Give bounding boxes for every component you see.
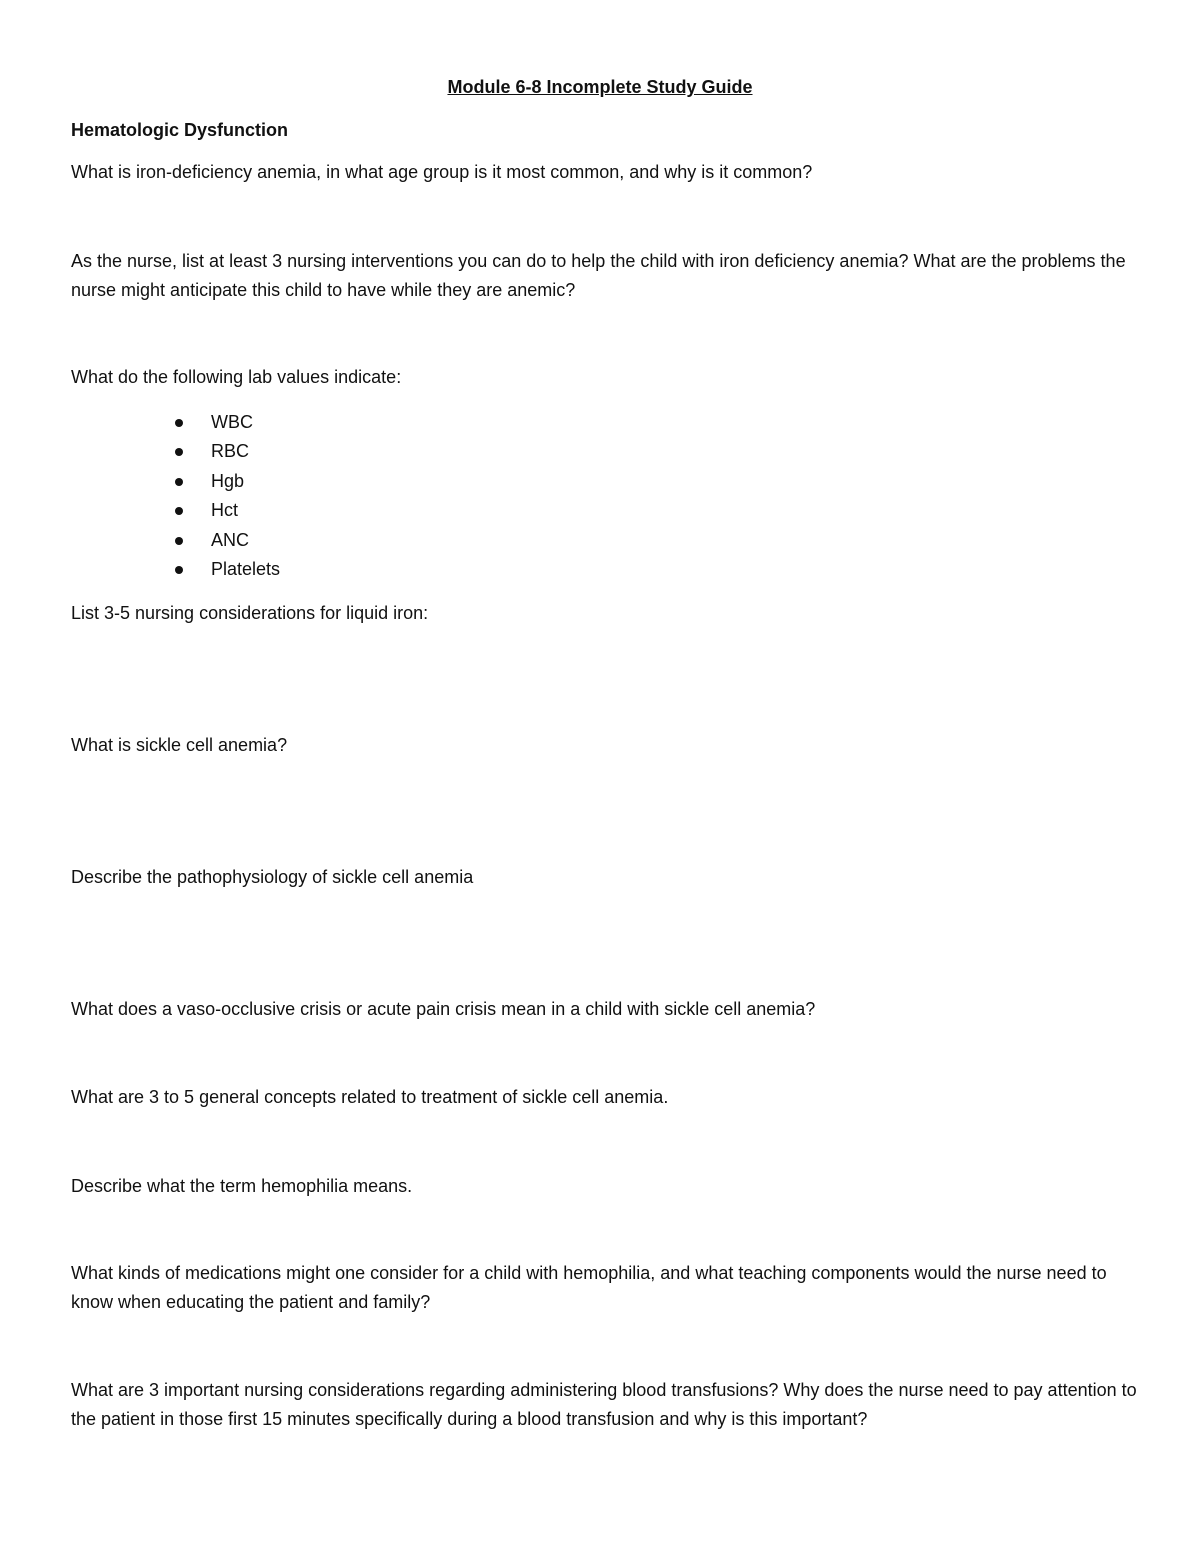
- lab-value-label: Hct: [211, 500, 238, 521]
- lab-values-list: [170, 408, 280, 584]
- list-item: [170, 408, 280, 437]
- document-title: Module 6-8 Incomplete Study Guide: [447, 77, 753, 97]
- bullet-icon: [175, 566, 183, 574]
- list-item: [170, 496, 280, 525]
- question-nursing-interventions: As the nurse, list at least 3 nursing interventions you can do to help the child with iron deficiency anemia? What are the problems the nurse might anticipate this child to have while they are anemic?: [71, 251, 1126, 300]
- bullet-icon: [175, 537, 183, 545]
- question-liquid-iron: List 3-5 nursing considerations for liquid iron:: [71, 603, 429, 623]
- bullet-icon: [175, 507, 183, 515]
- question-blood-transfusions: What are 3 important nursing considerations regarding administering blood transfusions? Why does the nurse need to pay attention to the patient in those first 15 minutes specifically during a blood transfusion and why is this important?: [71, 1380, 1137, 1429]
- bullet-icon: [175, 419, 183, 427]
- list-item: [170, 467, 280, 496]
- bullet-icon: [175, 478, 183, 486]
- lab-value-label: RBC: [211, 441, 250, 462]
- lab-value-label: WBC: [211, 412, 253, 432]
- lab-value-label: Hgb: [211, 470, 245, 491]
- question-sickle-cell-treatment: What are 3 to 5 general concepts related to treatment of sickle cell anemia.: [71, 1087, 669, 1107]
- bullet-icon: [175, 448, 183, 456]
- lab-value-label: ANC: [211, 529, 250, 550]
- list-item: [170, 555, 280, 584]
- question-vaso-occlusive-crisis: What does a vaso-occlusive crisis or acute pain crisis mean in a child with sickle cell anemia?: [71, 999, 816, 1019]
- question-iron-deficiency: What is iron-deficiency anemia, in what age group is it most common, and why is it common?: [71, 162, 813, 182]
- question-hemophilia-definition: Describe what the term hemophilia means.: [71, 1176, 413, 1196]
- list-item: [170, 437, 280, 466]
- question-hemophilia-medications: What kinds of medications might one consider for a child with hemophilia, and what teaching components would the nurse need to know when educating the patient and family?: [71, 1263, 1107, 1312]
- question-lab-values: What do the following lab values indicate:: [71, 367, 402, 387]
- question-sickle-cell-pathophysiology: Describe the pathophysiology of sickle cell anemia: [71, 867, 474, 887]
- lab-value-label: Platelets: [211, 558, 281, 579]
- section-heading: Hematologic Dysfunction: [71, 120, 289, 140]
- list-item: [170, 526, 280, 555]
- question-sickle-cell-anemia: What is sickle cell anemia?: [71, 735, 288, 755]
